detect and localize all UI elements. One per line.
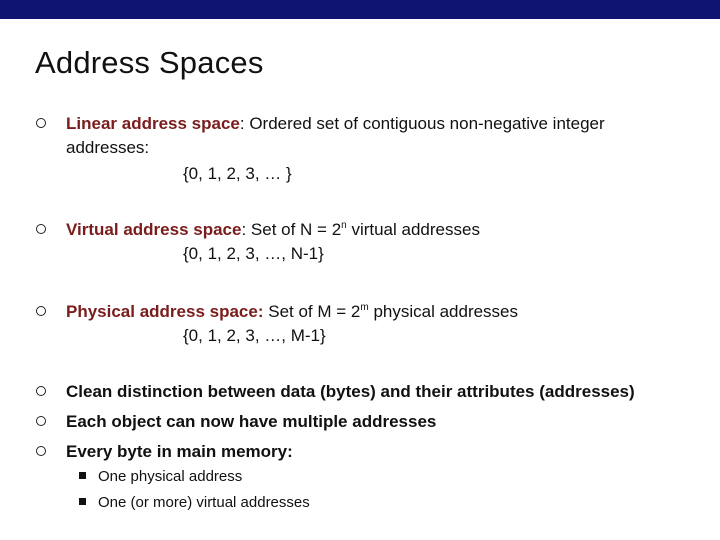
bullet-text: Set of M = 2 — [263, 302, 361, 321]
bullet-text: virtual addresses — [346, 220, 480, 239]
square-bullet-icon — [79, 472, 86, 479]
linear-address-set: {0, 1, 2, 3, … } — [183, 164, 292, 183]
ring-bullet-icon — [36, 386, 46, 396]
bullet-physical-address-space — [66, 302, 518, 322]
virtual-address-set: {0, 1, 2, 3, …, N-1} — [183, 244, 324, 263]
square-bullet-icon — [79, 498, 86, 505]
bullet-text: : Set of N = 2 — [241, 220, 342, 239]
term-linear-address-space: Linear address space — [66, 114, 240, 133]
bullet-virtual-address-space — [66, 220, 480, 240]
term-virtual-address-space: Virtual address space — [66, 220, 242, 239]
bullet-every-byte: Every byte in main memory: — [66, 442, 293, 461]
bullet-clean-distinction: Clean distinction between data (bytes) and their attributes (addresses) — [66, 382, 635, 401]
sub-bullet-physical: One physical address — [98, 468, 243, 485]
bullet-linear-address-space — [66, 114, 605, 134]
bullet-continuation: addresses: — [66, 138, 150, 157]
physical-address-set: {0, 1, 2, 3, …, M-1} — [183, 326, 326, 345]
ring-bullet-icon — [36, 118, 46, 128]
ring-bullet-icon — [36, 224, 46, 234]
top-bar — [0, 0, 720, 19]
exponent-m: m — [360, 302, 369, 313]
sub-bullet-virtual: One (or more) virtual addresses — [98, 494, 310, 511]
bullet-multiple-addresses: Each object can now have multiple addresses — [66, 412, 437, 431]
ring-bullet-icon — [36, 306, 46, 316]
ring-bullet-icon — [36, 446, 46, 456]
slide-title: Address Spaces — [35, 45, 264, 80]
exponent-n: n — [341, 220, 347, 231]
bullet-text: physical addresses — [368, 302, 519, 321]
bullet-text: : Ordered set of contiguous non-negative integer — [239, 114, 605, 133]
ring-bullet-icon — [36, 416, 46, 426]
term-physical-address-space: Physical address space: — [66, 302, 264, 321]
